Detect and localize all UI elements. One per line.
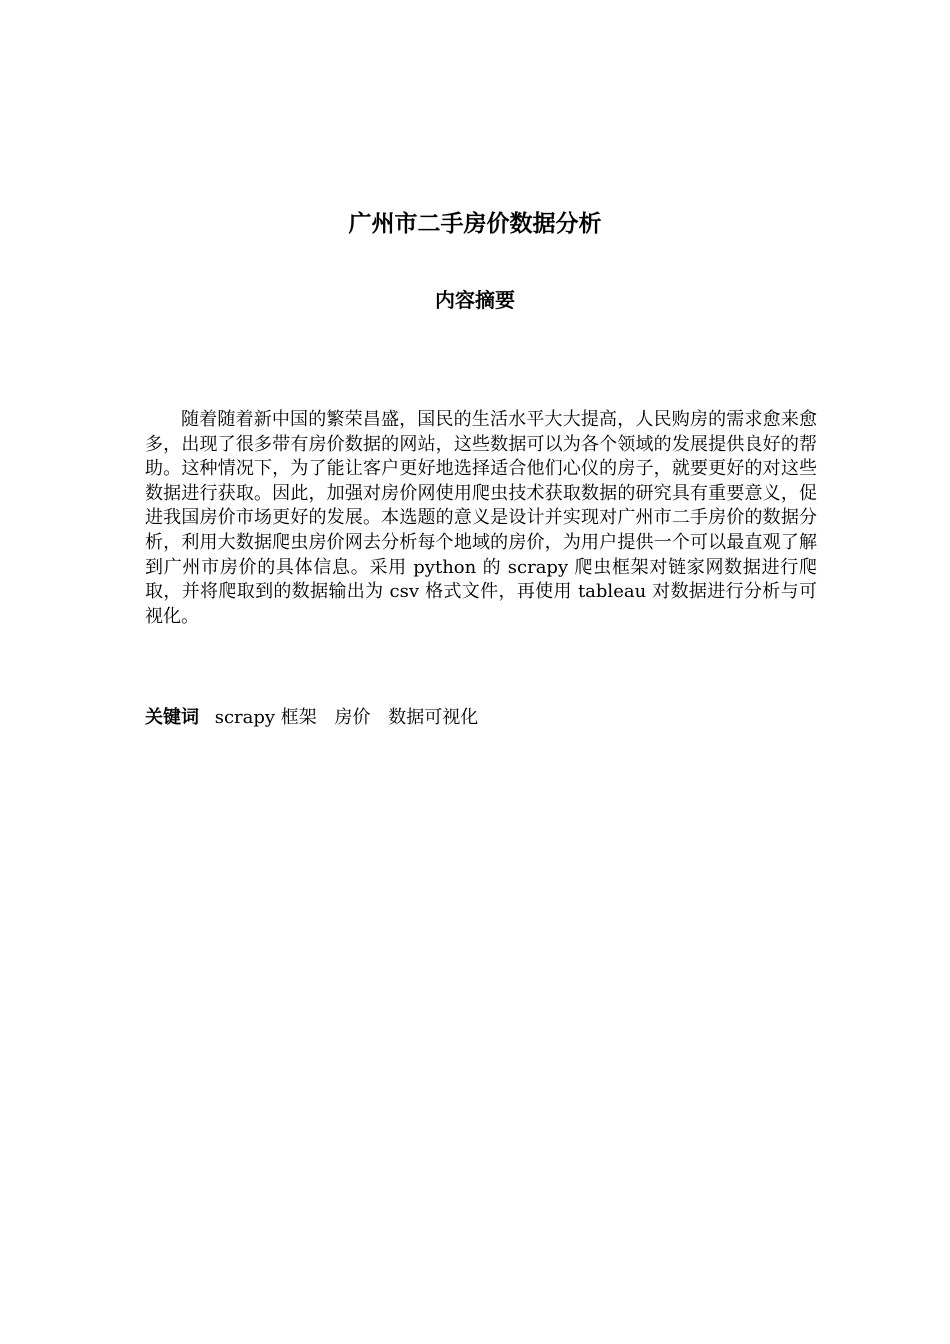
keywords-line [145,704,817,732]
document-title: 广州市二手房价数据分析 [348,211,602,237]
keyword-item: 房价 [334,707,371,728]
keyword-item: 数据可视化 [388,707,479,728]
abstract-heading: 内容摘要 [435,288,515,312]
abstract-paragraph: 随着随着新中国的繁荣昌盛，国民的生活水平大大提高，人民购房的需求愈来愈多，出现了很多带有房价数据的网站，这些数据可以为各个领域的发展提供良好的帮助。这种情况下，为了能让客户更好地选择适合他们心仪的房子，就要更好的对这些数据进行获取。因此，加强对房价网使用爬虫技术获取数据的研究具有重要意义，促进我国房价市场更好的发展。本选题的意义是设计并实现对广州市二手房价的数据分析，利用大数据爬虫房价网去分析每个地域的房价，为用户提供一个可以最直观了解到广州市房价的具体信息。采用 python 的 scrapy 爬虫框架对链家网数据进行爬取，并将爬取到的数据输出为 csv 格式文件，再使用 tableau 对数据进行分析与可视化。 [145,409,817,627]
keyword-item: scrapy 框架 [214,707,317,728]
keywords-label: 关键词 [145,707,199,728]
